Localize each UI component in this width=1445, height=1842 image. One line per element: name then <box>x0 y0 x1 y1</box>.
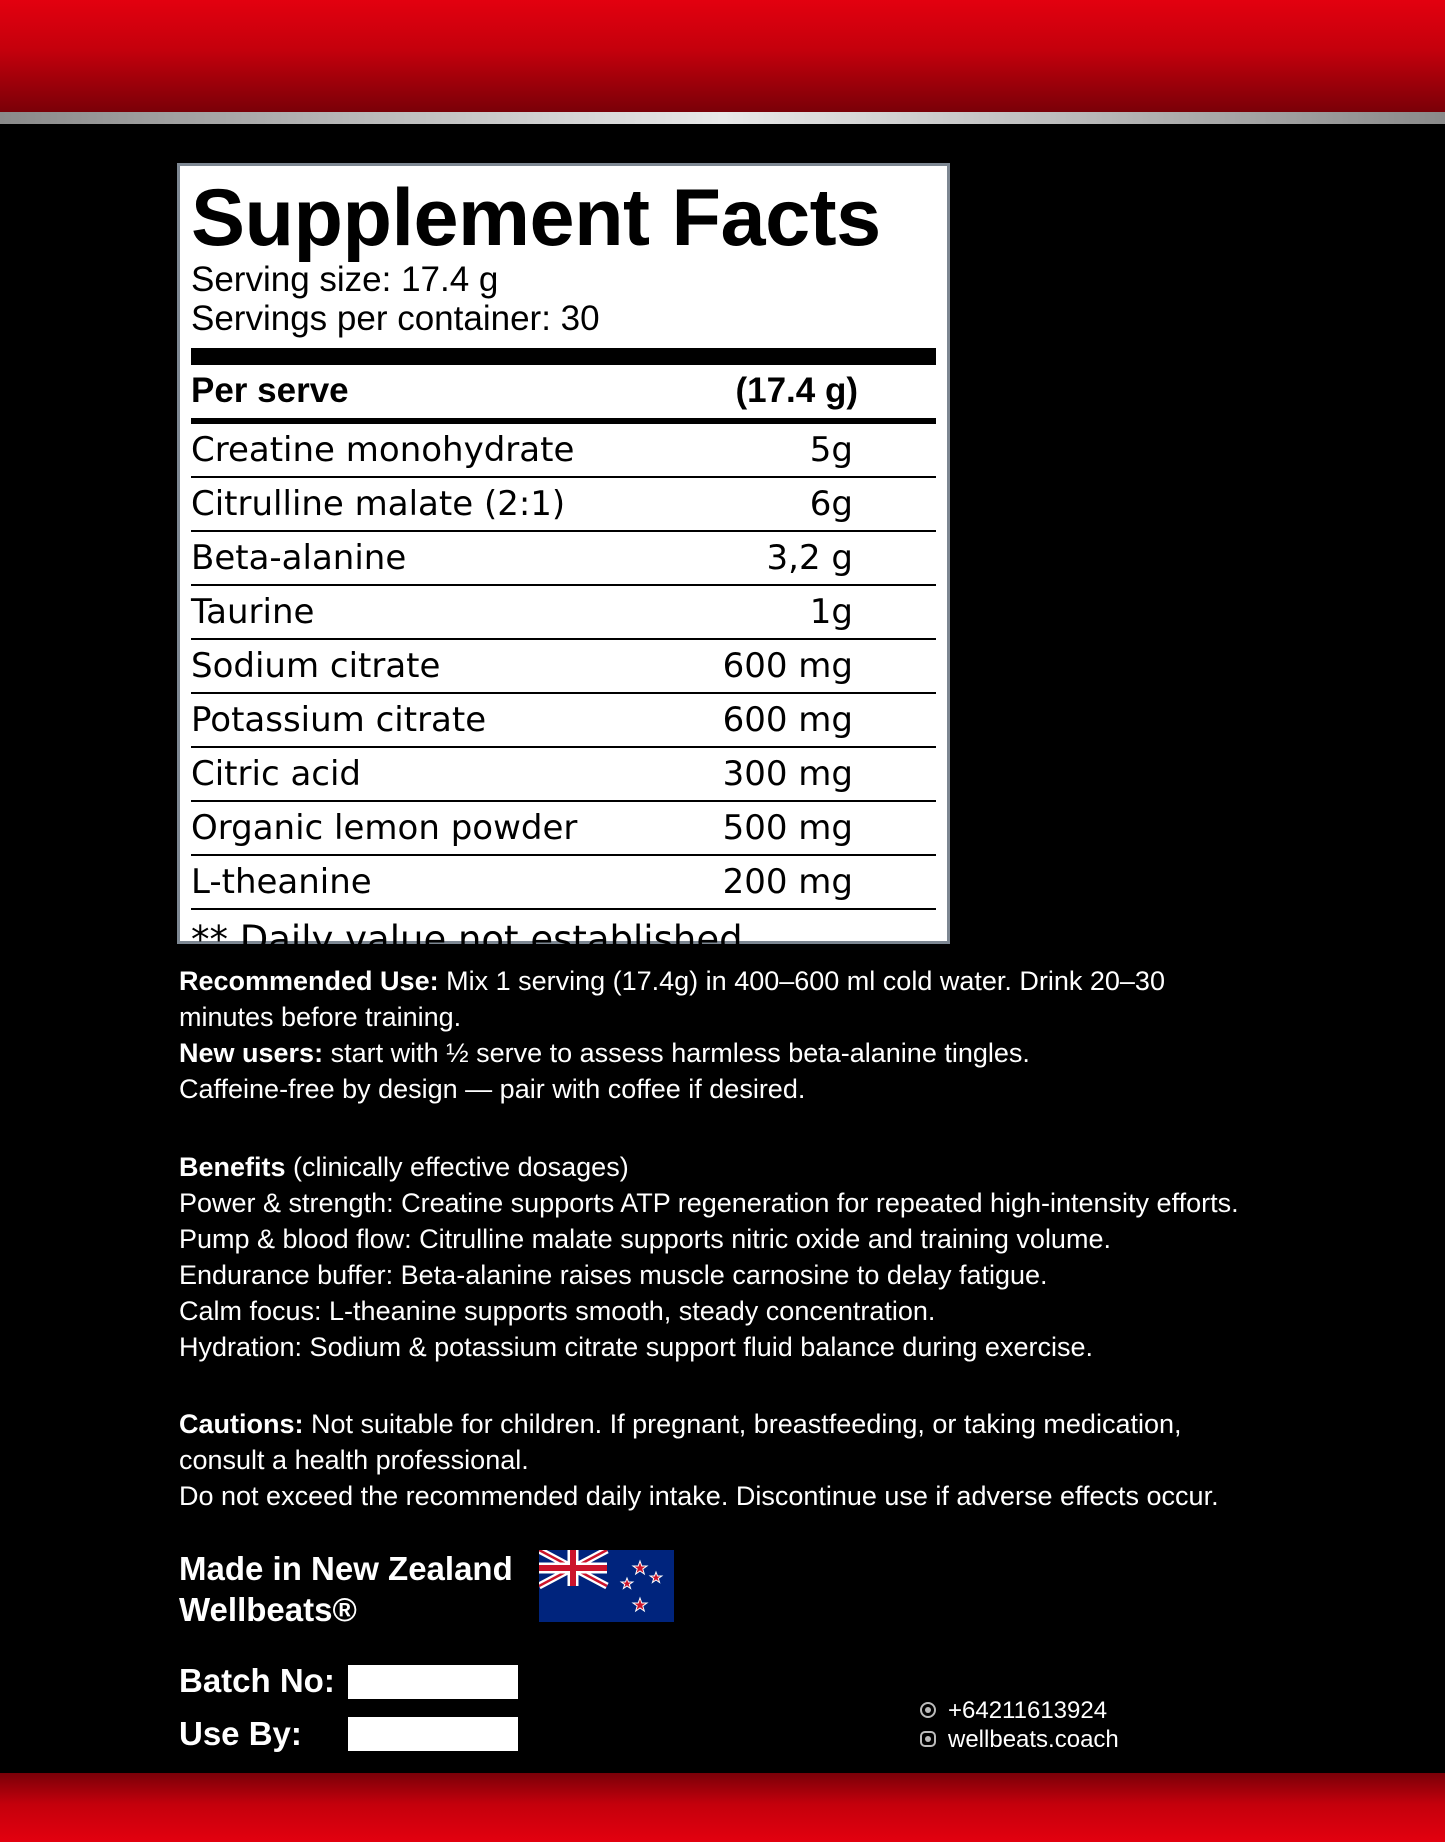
recommended-line-1 <box>179 963 1359 999</box>
ingredient-row <box>191 694 936 748</box>
per-serve-amount: (17.4 g) <box>735 371 858 410</box>
ingredient-name: Sodium citrate <box>191 646 441 686</box>
facts-rows <box>191 424 936 910</box>
ingredient-name: Citrulline malate (2:1) <box>191 484 566 524</box>
benefits-label: Benefits <box>179 1152 286 1182</box>
top-red-band <box>0 0 1445 112</box>
ingredient-name: Organic lemon powder <box>191 808 578 848</box>
ingredient-amount: 3,2 g <box>766 538 853 578</box>
ingredient-name: Taurine <box>191 592 315 632</box>
ingredient-amount: 300 mg <box>722 754 853 794</box>
ingredient-row <box>191 802 936 856</box>
benefits-section <box>179 1149 1359 1365</box>
ingredient-row <box>191 856 936 910</box>
bottom-red-band <box>0 1773 1445 1842</box>
serving-size: Serving size: 17.4 g <box>191 260 499 299</box>
facts-note: ** Daily value not established. <box>191 918 755 961</box>
cautions-text: Not suitable for children. If pregnant, breastfeeding, or taking medication, <box>303 1409 1182 1439</box>
recommended-text: Mix 1 serving (17.4g) in 400–600 ml cold water. Drink 20–30 <box>438 966 1165 996</box>
cautions-label: Cautions: <box>179 1409 304 1439</box>
cautions-line-3: Do not exceed the recommended daily intake. Discontinue use if adverse effects occur. <box>179 1481 1219 1511</box>
facts-title: Supplement Facts <box>191 173 881 263</box>
benefit-line: Power & strength: Creatine supports ATP regeneration for repeated high-intensity efforts. <box>179 1188 1239 1218</box>
ingredient-name: Citric acid <box>191 754 361 794</box>
ingredient-row <box>191 586 936 640</box>
use-by-field[interactable] <box>348 1717 518 1751</box>
ingredient-name: Beta-alanine <box>191 538 407 578</box>
benefit-line: Calm focus: L-theanine supports smooth, steady concentration. <box>179 1296 936 1326</box>
brand-name: Wellbeats® <box>179 1591 357 1628</box>
facts-thick-rule <box>191 348 936 365</box>
recommended-use-section <box>179 963 1359 1107</box>
cautions-section <box>179 1406 1359 1514</box>
ingredient-amount: 200 mg <box>722 862 853 902</box>
supplement-facts-panel <box>177 163 950 961</box>
phone-number: +64211613924 <box>948 1697 1108 1724</box>
social-handle: wellbeats.coach <box>948 1726 1119 1753</box>
recommended-label: Recommended Use: <box>179 966 439 996</box>
caffeine-free-line: Caffeine-free by design — pair with coffee if desired. <box>179 1074 806 1104</box>
ingredient-amount: 600 mg <box>722 646 853 686</box>
ingredient-amount: 600 mg <box>722 700 853 740</box>
ingredient-row <box>191 640 936 694</box>
recommended-line-2: minutes before training. <box>179 1002 462 1032</box>
new-zealand-flag-icon <box>539 1550 674 1622</box>
contact-phone <box>920 1696 1107 1726</box>
made-in-text: Made in New Zealand <box>179 1550 513 1587</box>
benefit-line: Hydration: Sodium & potassium citrate support fluid balance during exercise. <box>179 1332 1093 1362</box>
instagram-icon <box>920 1731 936 1747</box>
ingredient-name: Creatine monohydrate <box>191 430 575 470</box>
facts-header-row <box>191 365 936 424</box>
ingredient-amount: 1g <box>809 592 853 632</box>
whatsapp-icon <box>920 1702 936 1718</box>
benefits-label-suffix: (clinically effective dosages) <box>285 1152 629 1182</box>
cautions-line-2: consult a health professional. <box>179 1445 529 1475</box>
origin-block <box>179 1548 513 1630</box>
batch-no-field[interactable] <box>348 1665 518 1699</box>
new-users-text: start with ½ serve to assess harmless beta-alanine tingles. <box>323 1038 1030 1068</box>
batch-no-label: Batch No: <box>179 1662 335 1699</box>
use-by-label: Use By: <box>179 1715 302 1752</box>
ingredient-amount: 5g <box>809 430 853 470</box>
benefit-line: Endurance buffer: Beta-alanine raises muscle carnosine to delay fatigue. <box>179 1260 1048 1290</box>
ingredient-row <box>191 748 936 802</box>
ingredient-row <box>191 532 936 586</box>
ingredient-amount: 6g <box>809 484 853 524</box>
ingredient-name: L-theanine <box>191 862 372 902</box>
ingredient-amount: 500 mg <box>722 808 853 848</box>
ingredient-row <box>191 478 936 532</box>
per-serve-label: Per serve <box>191 371 349 410</box>
contact-handle <box>920 1725 1119 1755</box>
benefit-line: Pump & blood flow: Citrulline malate supports nitric oxide and training volume. <box>179 1224 1111 1254</box>
ingredient-row <box>191 424 936 478</box>
ingredient-name: Potassium citrate <box>191 700 487 740</box>
top-silver-stripe <box>0 112 1445 124</box>
benefits-heading <box>179 1149 1359 1185</box>
new-users-line <box>179 1035 1359 1071</box>
new-users-label: New users: <box>179 1038 324 1068</box>
cautions-line-1 <box>179 1406 1359 1442</box>
servings-per-container: Servings per container: 30 <box>191 299 600 338</box>
